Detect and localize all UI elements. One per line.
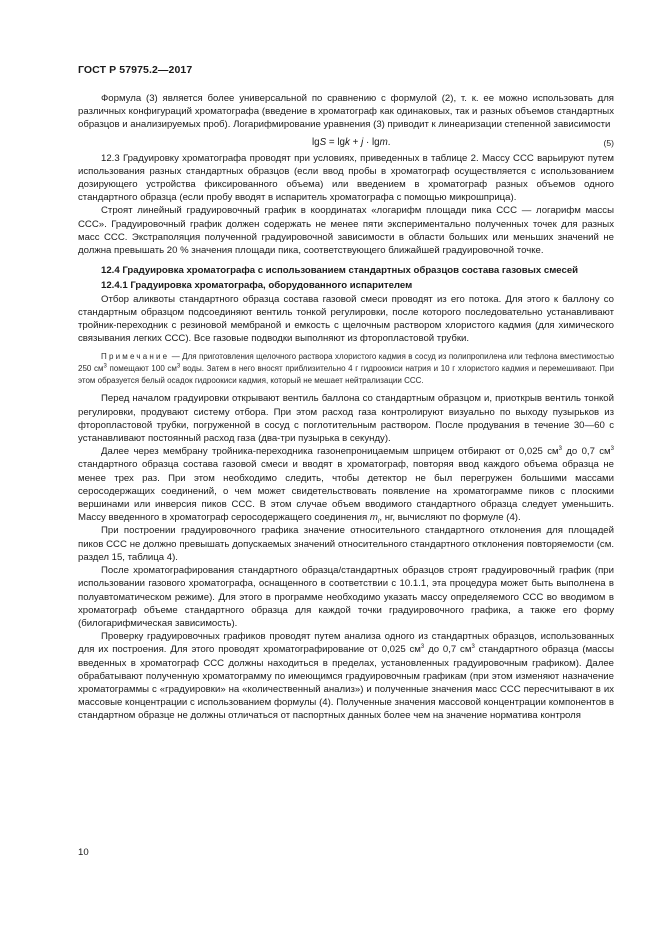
subsection-heading-12-4-1: 12.4.1 Градуировка хроматографа, оборудованного испарителем (101, 280, 413, 292)
paragraph: После хроматографирования стандартного образца/стандартных образцов строят градуировочный график (при использовании газового хроматографа, оснащенного в соответствии с 10.1.1, эта процедура может быть выполнена в полуавтоматическом режиме). Для этого в программе необходимо указать массу определяемого ССС во вводимом в хроматограф объеме стандартного образца для каждой точки градуировочного графика, а также его форму (билогарифмическая зависимость). (78, 565, 614, 629)
page-number: 10 (78, 847, 89, 858)
formula-row (78, 134, 614, 152)
note: Примечание — Для приготовления щелочного раствора хлористого кадмия в сосуд из полипропилена или тефлона вместимостью 250 $см^3$ помещают 100 $см^3$ воды. Затем в него вносят приблизительно 4 г гидроокиси натрия и 10 г хлористого кадмия и перемешивают. При этом образуется белый осадок гидроокиси кадмия, который не мешает нейтрализации ССС. (78, 352, 614, 386)
paragraph: Проверку градуировочных графиков проводят путем анализа одного из стандартных образцов, использованных для их построения. Для этого проводят хроматографирование от 0,025 $см^3$ до 0,7 $см^3$ стандартного образца (массы введенных в хроматограф ССС должны находиться в пределах, установленных градуировочным графиком). Далее обрабатывают полученную хроматограмму по имеющимся градуировочным графикам (при этом изменяют назначение хроматограммы с «градуировки» на «количественный анализ») и полученные значения масс ССС пересчитывают в их массовые концентрации с использованием формулы (4). Полученные значения массовой концентрации компонентов в стандартном образце не должны отличаться от паспортных данных более чем на значение норматива контроля (78, 631, 614, 722)
paragraph-12-3: 12.3 Градуировку хроматографа проводят при условиях, приведенных в таблице 2. Массу ССС варьируют путем использования разных стандартных образцов (если ввод пробы в хроматограф осуществляется с использованием дозирующего устройства фиксированного объема) или введением в хроматограф разных объемов одного стандартного образца (если пробу вводят в испаритель хроматографа с помощью микрошприца). (78, 152, 614, 204)
section-heading-12-4: 12.4 Градуировка хроматографа с использованием стандартных образцов состава газовых смесей (101, 265, 579, 277)
paragraph: Перед началом градуировки открывают вентиль баллона со стандартным образцом и, приоткрыв вентиль тонкой регулировки, продувают систему отбора. При этом расход газа контролируют визуально по выходу пузырьков из фторопластовой трубки, погруженной в сосуд с поглотительным раствором. После продувания в течение 30—60 с устанавливают постоянный расход газа (два-три пузырька в секунду). (78, 393, 614, 445)
document-header: ГОСТ Р 57975.2—2017 (78, 64, 193, 76)
note-label: Примечание (101, 352, 170, 362)
paragraph: Строят линейный градуировочный график в координатах «логарифм площади пика ССС — логарифм массы ССС». Градуировочный график должен содержать не менее пяти экспериментально полученных точек для разных масс ССС. Экстраполяция полученной градуировочной зависимости в области больших или меньших значений не должна превышать 20 % значения площади пика, соответствующего ближайшей градуировочной точке. (78, 205, 614, 257)
paragraph: Формула (3) является более универсальной по сравнению с формулой (2), т. к. ее можно использовать для различных конфигураций хроматографа (введение в хроматограф как одинаковых, так и разных объемов стандартных образцов и анализируемых проб). Логарифмирование уравнения (3) приводит к линеаризации степенной зависимости (78, 93, 614, 131)
paragraph: При построении градуировочного графика значение относительного стандартного отклонения для площадей пиков ССС не должно превышать допускаемых значений относительного стандартного отклонения повторяемости (см. раздел 15, таблица 4). (78, 525, 614, 563)
formula-number: (5) (603, 137, 614, 148)
formula-5: lgS = lgk + j · lgm. (312, 136, 391, 148)
paragraph: Далее через мембрану тройника-переходника газонепроницаемым шприцем отбирают от 0,025 $см^3$ до 0,7 $см^3$ стандартного образца состава газовой смеси и вводят в хроматограф, повторяя ввод каждого объема образца не менее трех раз. При этом необходимо следить, чтобы детектор не был перегружен большими массами серосодержащих соединений, о чем может свидетельствовать появление на хроматограмме пиков с плоскими вершинами или инверсия пиков ССС. В этом случае объем вводимого стандартного образца следует уменьшить. Массу введенного в хроматограф серосодержащего соединения $m_i$, нг, вычисляют по формуле (4). (78, 446, 614, 526)
paragraph: Отбор аликвоты стандартного образца состава газовой смеси проводят из его потока. Для этого к баллону со стандартным образцом подсоединяют вентиль тонкой регулировки, после которого последовательно устанавливают тройник-переходник с резиновой мембраной и емкость с щелочным раствором хлористого кадмия (для химического связывания легких ССС). Все газовые подводки выполняют из фторопластовой трубки. (78, 293, 614, 345)
document-body (78, 92, 614, 723)
